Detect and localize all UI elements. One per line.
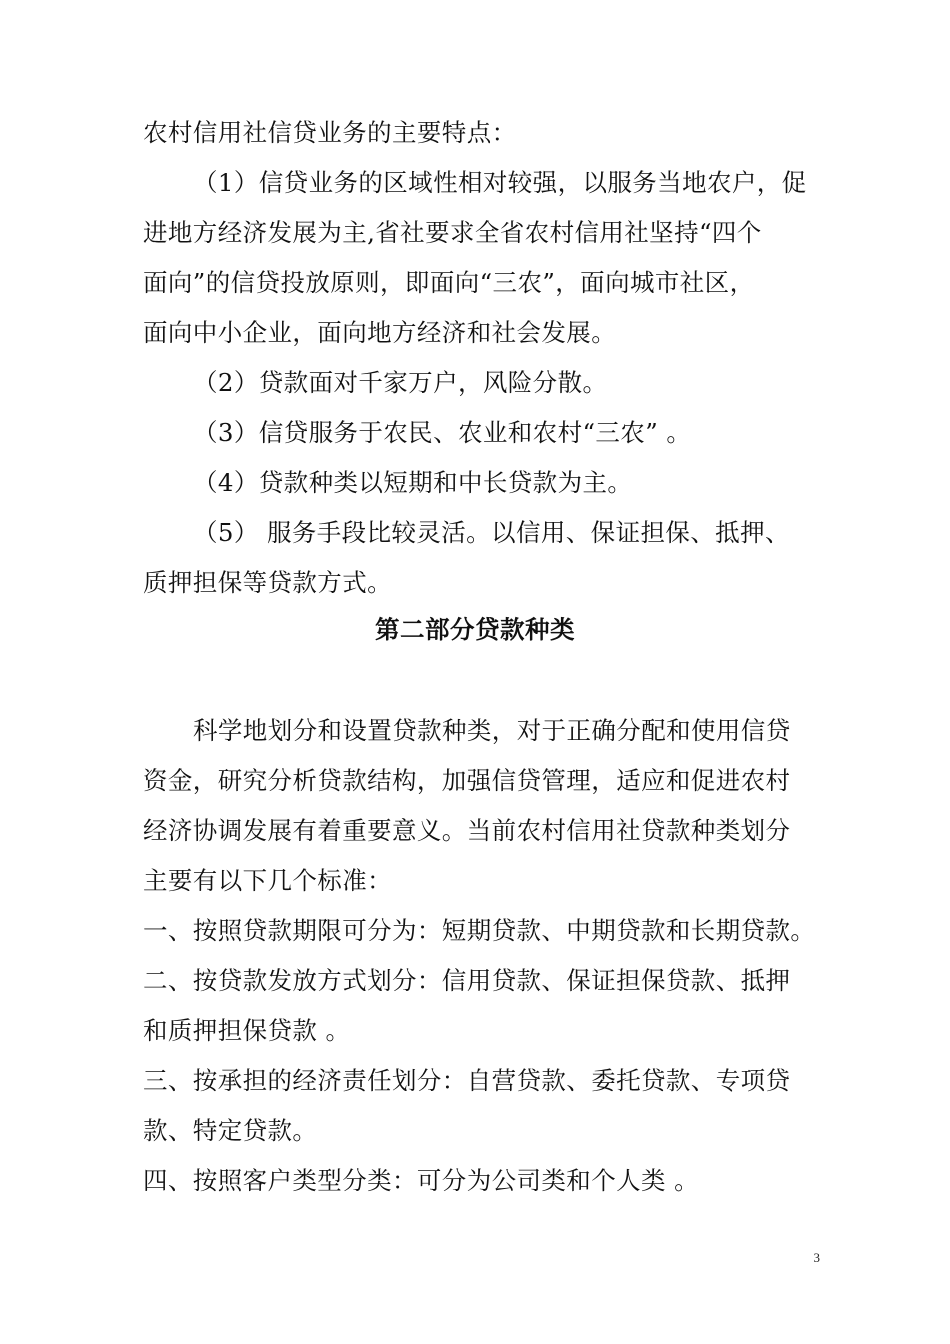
feature-5-line-2: 质押担保等贷款方式。 [143,568,392,597]
intro-paragraph-line-4: 主要有以下几个标准： [143,866,392,895]
feature-1-line-1: （1）信贷业务的区域性相对较强，以服务当地农户，促 [193,168,807,197]
standard-1: 一、按照贷款期限可分为：短期贷款、中期贷款和长期贷款。 [143,916,816,945]
page-number: 3 [813,1250,820,1265]
feature-1-line-3: 面向”的信贷投放原则，即面向“三农”，面向城市社区， [143,268,755,297]
feature-4: （4）贷款种类以短期和中长贷款为主。 [193,468,633,497]
standard-3-line-2: 款、特定贷款。 [143,1116,318,1145]
section-heading: 第二部分贷款种类 [375,615,575,644]
feature-2: （2）贷款面对千家万户，风险分散。 [193,368,608,397]
feature-1-line-4: 面向中小企业，面向地方经济和社会发展。 [143,318,617,347]
feature-1-line-2: 进地方经济发展为主,省社要求全省农村信用社坚持“四个 [143,218,762,247]
features-intro: 农村信用社信贷业务的主要特点： [143,118,517,147]
standard-2-line-2: 和质押担保贷款 。 [143,1016,351,1045]
standard-2-line-1: 二、按贷款发放方式划分：信用贷款、保证担保贷款、抵押 [143,966,791,995]
standard-4: 四、按照客户类型分类：可分为公司类和个人类 。 [143,1166,699,1195]
intro-paragraph-line-3: 经济协调发展有着重要意义。当前农村信用社贷款种类划分 [143,816,791,845]
intro-paragraph-line-2: 资金，研究分析贷款结构，加强信贷管理，适应和促进农村 [143,766,791,795]
feature-3: （3）信贷服务于农民、农业和农村“三农” 。 [193,418,692,447]
standard-3-line-1: 三、按承担的经济责任划分：自营贷款、委托贷款、专项贷 [143,1066,791,1095]
intro-paragraph-line-1: 科学地划分和设置贷款种类，对于正确分配和使用信贷 [193,716,791,745]
feature-5-line-1: （5） 服务手段比较灵活。以信用、保证担保、抵押、 [193,518,790,547]
